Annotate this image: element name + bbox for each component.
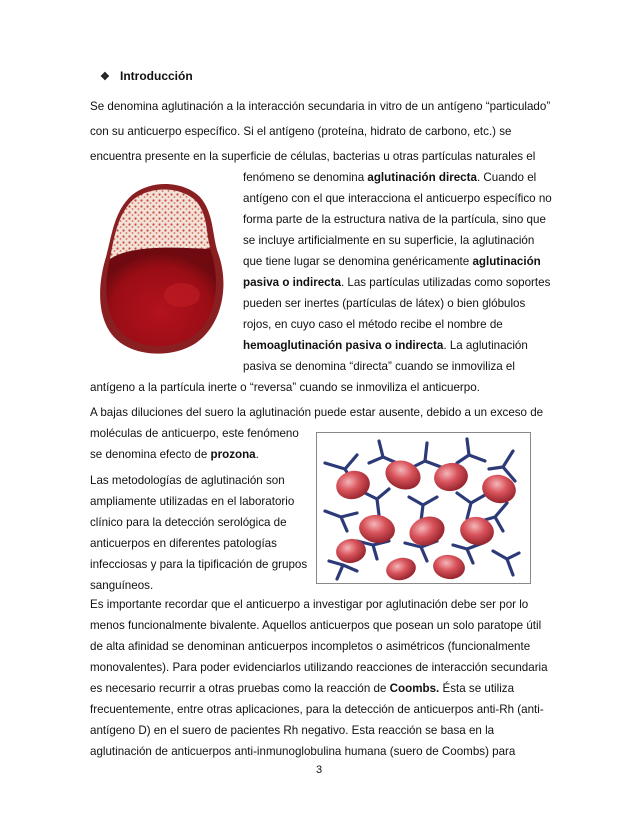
p2-line2: moléculas de anticuerpo, este fenómeno — [90, 427, 299, 440]
p3-line3: clínico para la detección serológica de — [90, 516, 287, 529]
antibody-lattice-illustration — [317, 433, 530, 583]
p4-line4: monovalentes). Para poder evidenciarlos utilizando reacciones de interacción secundaria — [90, 661, 548, 674]
p3-line5: infecciosas y para la tipificación de grupos — [90, 558, 308, 571]
p4-line5-end: Ésta se utiliza — [439, 682, 515, 695]
blood-agglutination-photo — [92, 175, 234, 357]
p4-line3: de alta afinidad se denominan anticuerpos incompletos o asimétricos (funcionalmente — [90, 640, 531, 653]
term-hemoaglutinacion: hemoaglutinación pasiva o indirecta — [243, 339, 444, 352]
p1-wrap8: rojos, en cuyo caso el método recibe el nombre de — [243, 318, 503, 331]
p3-line6: sanguíneos. — [90, 579, 154, 592]
p1-wrap5-text: que tiene lugar se denomina genéricamente — [243, 255, 473, 268]
p4-line2: menos funcionalmente bivalente. Aquellos anticuerpos que posean un solo paratope útil — [90, 619, 542, 632]
p1-line2: con su anticuerpo específico. Si el antígeno (proteína, hidrato de carbono, etc.) se — [90, 125, 512, 138]
p1-wrap2: antígeno con el que interacciona el anticuerpo específico no — [243, 192, 552, 205]
p1-wrap10: pasiva se denomina “directa” cuando se inmoviliza el — [243, 360, 515, 373]
p1-wrap5 — [243, 251, 541, 272]
p4-line5 — [90, 678, 514, 699]
term-prozona: prozona — [210, 448, 256, 461]
p2-line3-end: . — [255, 448, 259, 461]
p1-line3: encuentra presente en la superficie de células, bacterias u otras partículas naturales el — [90, 150, 536, 163]
p2-line1: A bajas diluciones del suero la aglutinación puede estar ausente, debido a un exceso de — [90, 406, 544, 419]
p1-wrap4: se incluye artificialmente en su superficie, la aglutinación — [243, 234, 535, 247]
p1-wrap9 — [243, 335, 528, 356]
page-number: 3 — [315, 764, 323, 776]
p4-line6: frecuentemente, entre otras aplicaciones, para la detección de anticuerpos anti-Rh (anti- — [90, 703, 544, 716]
p4-line7: antígeno D) en el suero de pacientes Rh negativo. Esta reacción se basa en la — [90, 724, 495, 737]
p1-wrap9-end: . La aglutinación — [443, 339, 528, 352]
term-aglutinacion: aglutinación — [472, 255, 541, 268]
term-pasiva-o-indirecta: pasiva o indirecta — [243, 276, 341, 289]
p3-line4: anticuerpos en diferentes patologías — [90, 537, 277, 550]
diamond-bullet-icon: ❖ — [100, 71, 110, 83]
p2-line3 — [90, 444, 259, 465]
p2-line3-text: se denomina efecto de — [90, 448, 211, 461]
p1-wrap6-end: . Las partículas utilizadas como soportes — [340, 276, 551, 289]
p1-wrap7: pueden ser inertes (partículas de látex) o bien glóbulos — [243, 297, 526, 310]
p4-line1: Es importante recordar que el anticuerpo a investigar por aglutinación debe ser por lo — [90, 598, 529, 611]
section-title: Introducción — [120, 69, 193, 83]
term-aglutinacion-directa: aglutinación directa — [367, 171, 477, 184]
p1-wrap1-text: fenómeno se denomina — [243, 171, 368, 184]
term-coombs: Coombs. — [389, 682, 440, 695]
section-heading — [100, 69, 193, 83]
p4-line8: aglutinación de anticuerpos anti-inmunoglobulina humana (suero de Coombs) para — [90, 745, 516, 758]
p3-line1: Las metodologías de aglutinación son — [90, 474, 285, 487]
blood-agglutination-figure — [92, 175, 234, 357]
p1-wrap3: forma parte de la estructura nativa de la partícula, sino que — [243, 213, 546, 226]
p1-line1: Se denomina aglutinación a la interacción secundaria in vitro de un antígeno “particulado” — [90, 100, 551, 113]
p4-line5-text: es necesario recurrir a otras pruebas como la reacción de — [90, 682, 390, 695]
p3-line2: ampliamente utilizadas en el laboratorio — [90, 495, 295, 508]
p1-line-last: antígeno a la partícula inerte o “reversa” cuando se inmoviliza el anticuerpo. — [90, 381, 480, 394]
p1-wrap1 — [243, 167, 536, 188]
antibody-lattice-figure — [316, 432, 531, 584]
p1-wrap6 — [243, 272, 550, 293]
p1-wrap1-end: . Cuando el — [476, 171, 537, 184]
